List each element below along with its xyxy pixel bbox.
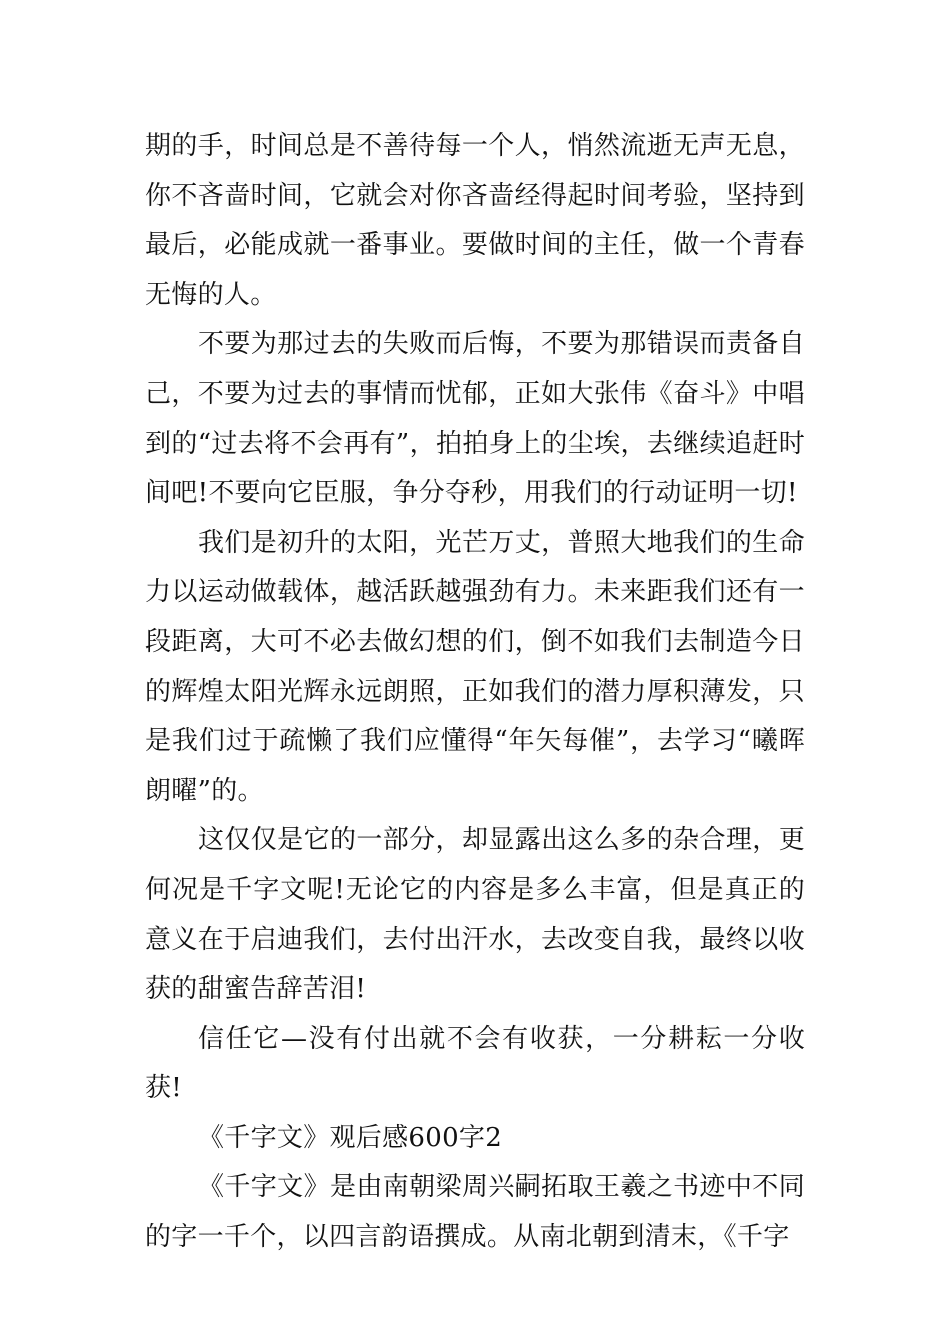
paragraph-1: 期的手，时间总是不善待每一个人，悄然流逝无声无息，你不吝啬时间，它就会对你吝啬经得起时间考验，坚持到最后，必能成就一番事业。要做时间的主任，做一个青春无悔的人。 xyxy=(145,131,805,310)
paragraph-2: 不要为那过去的失败而后悔，不要为那错误而责备自己，不要为过去的事情而忧郁，正如大张伟《奋斗》中唱到的“过去将不会再有”，拍拍身上的尘埃，去继续追赶时间吧!不要向它臣服，争分夺秒，用我们的行动证明一切! xyxy=(145,329,805,509)
section-heading: 《千字文》观后感600字2 xyxy=(198,1122,503,1153)
paragraph-5: 信任它—没有付出就不会有收获，一分耕耘一分收获! xyxy=(145,1023,805,1104)
paragraph-7: 《千字文》是由南朝梁周兴嗣拓取王羲之书迹中不同的字一千个，以四言韵语撰成。从南北朝到清末，《千字 xyxy=(145,1172,805,1253)
paragraph-3: 我们是初升的太阳，光芒万丈，普照大地我们的生命力以运动做载体，越活跃越强劲有力。未来距我们还有一段距离，大可不必去做幻想的们，倒不如我们去制造今日的辉煌太阳光辉永远朗照，正如我们的潜力厚积薄发，只是我们过于疏懒了我们应懂得“年矢每催”，去学习“曦晖朗曜”的。 xyxy=(145,527,805,806)
document-body xyxy=(145,122,805,1263)
paragraph-4: 这仅仅是它的一部分，却显露出这么多的杂合理，更何况是千字文呢!无论它的内容是多么丰富，但是真正的意义在于启迪我们，去付出汗水，去改变自我，最终以收获的甜蜜告辞苦泪! xyxy=(145,825,805,1005)
